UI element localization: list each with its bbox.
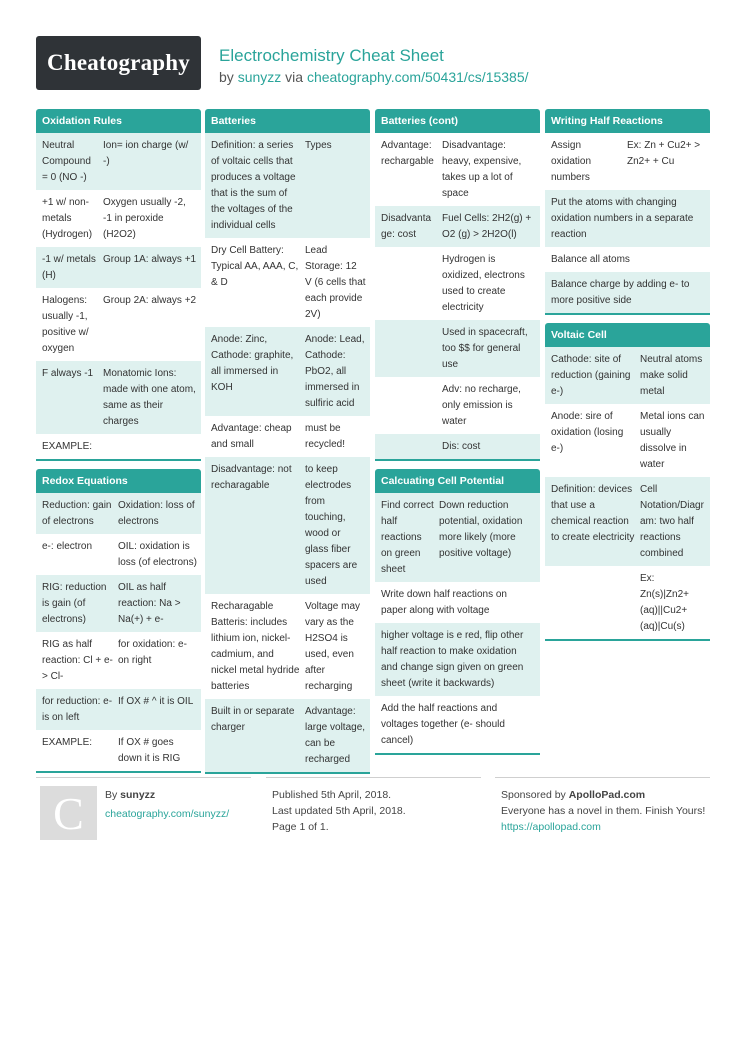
footer-by-label: By <box>105 789 121 801</box>
cell: Definition: a series of voltaic cells that produces a voltage that is the sum of the voltages of the individual cells <box>211 140 296 231</box>
table-row <box>205 327 370 416</box>
sponsor-tagline: Everyone has a novel in them. Finish Yours! <box>501 805 706 817</box>
byline-by: by <box>219 69 238 85</box>
cell: Halogens: usually -1, positive w/ oxygen <box>42 295 89 354</box>
table-row <box>205 594 370 699</box>
cell: Fuel Cells: 2H2(g) + O2 (g) > 2H2O(l) <box>442 213 532 240</box>
cell: Balance charge by adding e- to more positive side <box>551 279 690 306</box>
table-row <box>545 347 710 404</box>
cell: Balance all atoms <box>551 254 630 265</box>
footer-dates <box>272 787 406 835</box>
sheet-url-link[interactable]: cheatography.com/50431/cs/15385/ <box>306 69 529 85</box>
sponsor-url-link[interactable]: https://apollopad.com <box>501 821 601 833</box>
table-row <box>205 457 370 594</box>
table-row <box>36 689 201 730</box>
table-row <box>375 696 540 753</box>
box-title: Calcuating Cell Potential <box>375 469 540 493</box>
published-date: Published 5th April, 2018. <box>272 789 392 801</box>
footer-author-line <box>105 787 229 803</box>
cell: to keep electrodes from touching, wood or glass fiber spacers are used <box>305 464 358 587</box>
cell: for reduction: e- is on left <box>42 696 113 723</box>
cell: OIL: oxidation is loss (of electrons) <box>118 541 197 568</box>
table-row <box>205 699 370 772</box>
footer-divider <box>36 777 251 778</box>
table-row <box>545 404 710 477</box>
box-title: Redox Equations <box>36 469 201 493</box>
cell: for oxidation: e- on right <box>118 639 187 666</box>
box-title: Voltaic Cell <box>545 323 710 347</box>
table-row <box>36 730 201 771</box>
footer-author-name[interactable]: sunyzz <box>120 789 156 801</box>
cell: Group 2A: always +2 <box>103 295 197 306</box>
table-row <box>36 434 201 459</box>
updated-date: Last updated 5th April, 2018. <box>272 805 406 817</box>
cell <box>101 434 201 459</box>
table-row <box>375 247 540 320</box>
cell: Ex: Zn(s)|Zn2+ (aq)||Cu2+ (aq)|Cu(s) <box>640 573 689 632</box>
cell: Disadvantage: heavy, expensive, takes up a lot of space <box>442 140 522 199</box>
footer-divider <box>266 777 481 778</box>
table-row <box>36 133 201 190</box>
footer-divider <box>495 777 710 778</box>
cell: Used in spacecraft, too $$ for general use <box>442 327 528 370</box>
cell: Ex: Zn + Cu2+ > Zn2+ + Cu <box>627 140 701 167</box>
table-row <box>205 416 370 457</box>
table-row <box>36 190 201 247</box>
cell: Advantage: rechargable <box>381 140 434 167</box>
cell: e-: electron <box>42 541 93 552</box>
footer-author-link[interactable]: cheatography.com/sunyzz/ <box>105 808 230 820</box>
cell: -1 w/ metals (H) <box>42 254 96 281</box>
box-title: Batteries (cont) <box>375 109 540 133</box>
sheet-title[interactable]: Electrochemistry Cheat Sheet <box>219 46 444 65</box>
box-title: Writing Half Reactions <box>545 109 710 133</box>
author-link[interactable]: sunyzz <box>237 69 282 85</box>
oxidation-rules-box <box>36 109 201 461</box>
column-4 <box>545 109 710 649</box>
cell: Metal ions can usually dissolve in water <box>640 411 705 470</box>
table-row <box>545 566 710 639</box>
cell: Reduction: gain of electrons <box>42 500 112 527</box>
table-row <box>545 272 710 313</box>
cell: Put the atoms with changing oxidation numbers in a separate reaction <box>551 197 694 240</box>
table-row <box>36 288 201 361</box>
page-count: Page 1 of 1. <box>272 821 329 833</box>
cheatography-logo[interactable] <box>36 36 201 90</box>
table-row <box>36 361 201 434</box>
redox-equations-box <box>36 469 201 773</box>
title-block <box>219 46 529 85</box>
cell: Anode: sire of oxidation (losing e-) <box>551 411 624 454</box>
batteries-box <box>205 109 370 774</box>
cell: Group 1A: always +1 <box>103 254 197 265</box>
table-row <box>545 247 710 272</box>
cell: higher voltage is e red, flip other half reaction to make oxidation and change sign given on green sheet (write it backwards) <box>381 630 524 689</box>
cell: Write down half reactions on paper along with voltage <box>381 589 507 616</box>
cell: OIL as half reaction: Na > Na(+) + e- <box>118 582 181 625</box>
table-row <box>375 434 540 459</box>
cell: Cell Notation/Diagr am: two half reactions combined <box>640 484 704 559</box>
column-2 <box>205 109 370 782</box>
table-row <box>375 623 540 696</box>
table-row <box>545 190 710 247</box>
cell: RIG: reduction is gain (of electrons) <box>42 582 107 625</box>
cell <box>545 566 638 639</box>
table-row <box>36 575 201 632</box>
sponsor-name[interactable]: ApolloPad.com <box>568 789 646 801</box>
cell: Oxygen usually -2, -1 in peroxide (H2O2) <box>103 197 186 240</box>
cell: Disadvanta ge: cost <box>381 213 432 240</box>
cell: Voltage may vary as the H2SO4 is used, even after recharging <box>305 601 361 692</box>
cell: Cathode: site of reduction (gaining e-) <box>551 354 631 397</box>
column-3 <box>375 109 540 763</box>
cell: Adv: no recharge, only emission is water <box>442 384 521 427</box>
cell: must be recycled! <box>305 423 346 450</box>
table-row <box>375 133 540 206</box>
table-row <box>375 493 540 582</box>
cell: Dis: cost <box>442 441 481 452</box>
table-row <box>375 582 540 623</box>
table-row <box>36 534 201 575</box>
batteries-cont-box <box>375 109 540 461</box>
cell: RIG as half reaction: Cl + e- > Cl- <box>42 639 113 682</box>
cell: F always -1 <box>42 368 94 379</box>
cell: Monatomic Ions: made with one atom, same as their charges <box>103 368 196 427</box>
sponsor-line <box>501 787 705 803</box>
cell: Disadvantage: not recharagable <box>211 464 292 491</box>
table-row <box>545 477 710 566</box>
cell: EXAMPLE: <box>42 441 93 452</box>
cell: Find correct half reactions on green sheet <box>381 500 434 575</box>
table-row <box>545 133 710 190</box>
footer-sponsor <box>501 787 705 835</box>
half-reactions-box <box>545 109 710 315</box>
cell: Hydrogen is oxidized, electrons used to create electricity <box>442 254 525 313</box>
cell: Down reduction potential, oxidation more likely (more positive voltage) <box>439 500 523 559</box>
box-title: Oxidation Rules <box>36 109 201 133</box>
cell: Types <box>305 140 332 151</box>
cell <box>375 434 440 459</box>
table-row <box>205 238 370 327</box>
table-row <box>375 320 540 377</box>
cell: Oxidation: loss of electrons <box>118 500 195 527</box>
cell: Definition: devices that use a chemical reaction to create electricity <box>551 484 635 543</box>
cell: Lead Storage: 12 V (6 cells that each provide 2V) <box>305 245 366 320</box>
cell: If OX # goes down it is RIG <box>118 737 181 764</box>
cell: Recharagable Batteris: includes lithium ion, nickel-cadmium, and nickel metal hydride batteries <box>211 601 300 692</box>
cell-potential-box <box>375 469 540 755</box>
column-1 <box>36 109 201 781</box>
table-row <box>205 133 370 238</box>
cell: +1 w/ non-metals (Hydrogen) <box>42 197 93 240</box>
byline-via: via <box>281 69 307 85</box>
cell <box>375 320 440 377</box>
cell: Neutral Compound = 0 (NO -) <box>42 140 91 183</box>
voltaic-cell-box <box>545 323 710 641</box>
cell: Ion= ion charge (w/ -) <box>103 140 189 167</box>
table-row <box>36 247 201 288</box>
cell <box>375 377 440 434</box>
table-row <box>375 206 540 247</box>
logo-text: Cheatography <box>47 50 190 75</box>
sponsor-label: Sponsored by <box>501 789 569 801</box>
cell: Add the half reactions and voltages together (e- should cancel) <box>381 703 505 746</box>
cell: Built in or separate charger <box>211 706 295 733</box>
cell: EXAMPLE: <box>42 737 93 748</box>
cell: Assign oxidation numbers <box>551 140 592 183</box>
box-title: Batteries <box>205 109 370 133</box>
cell: Neutral atoms make solid metal <box>640 354 703 397</box>
cell: Dry Cell Battery: Typical AA, AAA, C, & D <box>211 245 299 288</box>
cell: Advantage: large voltage, can be recharged <box>305 706 366 765</box>
avatar-letter: C <box>53 787 84 839</box>
byline <box>219 69 529 85</box>
table-row <box>375 377 540 434</box>
author-avatar[interactable] <box>40 786 97 840</box>
cell: Anode: Zinc, Cathode: graphite, all immersed in KOH <box>211 334 294 393</box>
table-row <box>36 632 201 689</box>
cell: Advantage: cheap and small <box>211 423 292 450</box>
cell: If OX # ^ it is OIL <box>118 696 194 707</box>
table-row <box>36 493 201 534</box>
cell: Anode: Lead, Cathode: PbO2, all immersed in sulfiric acid <box>305 334 365 409</box>
footer-author <box>105 787 229 822</box>
cell <box>375 247 440 320</box>
